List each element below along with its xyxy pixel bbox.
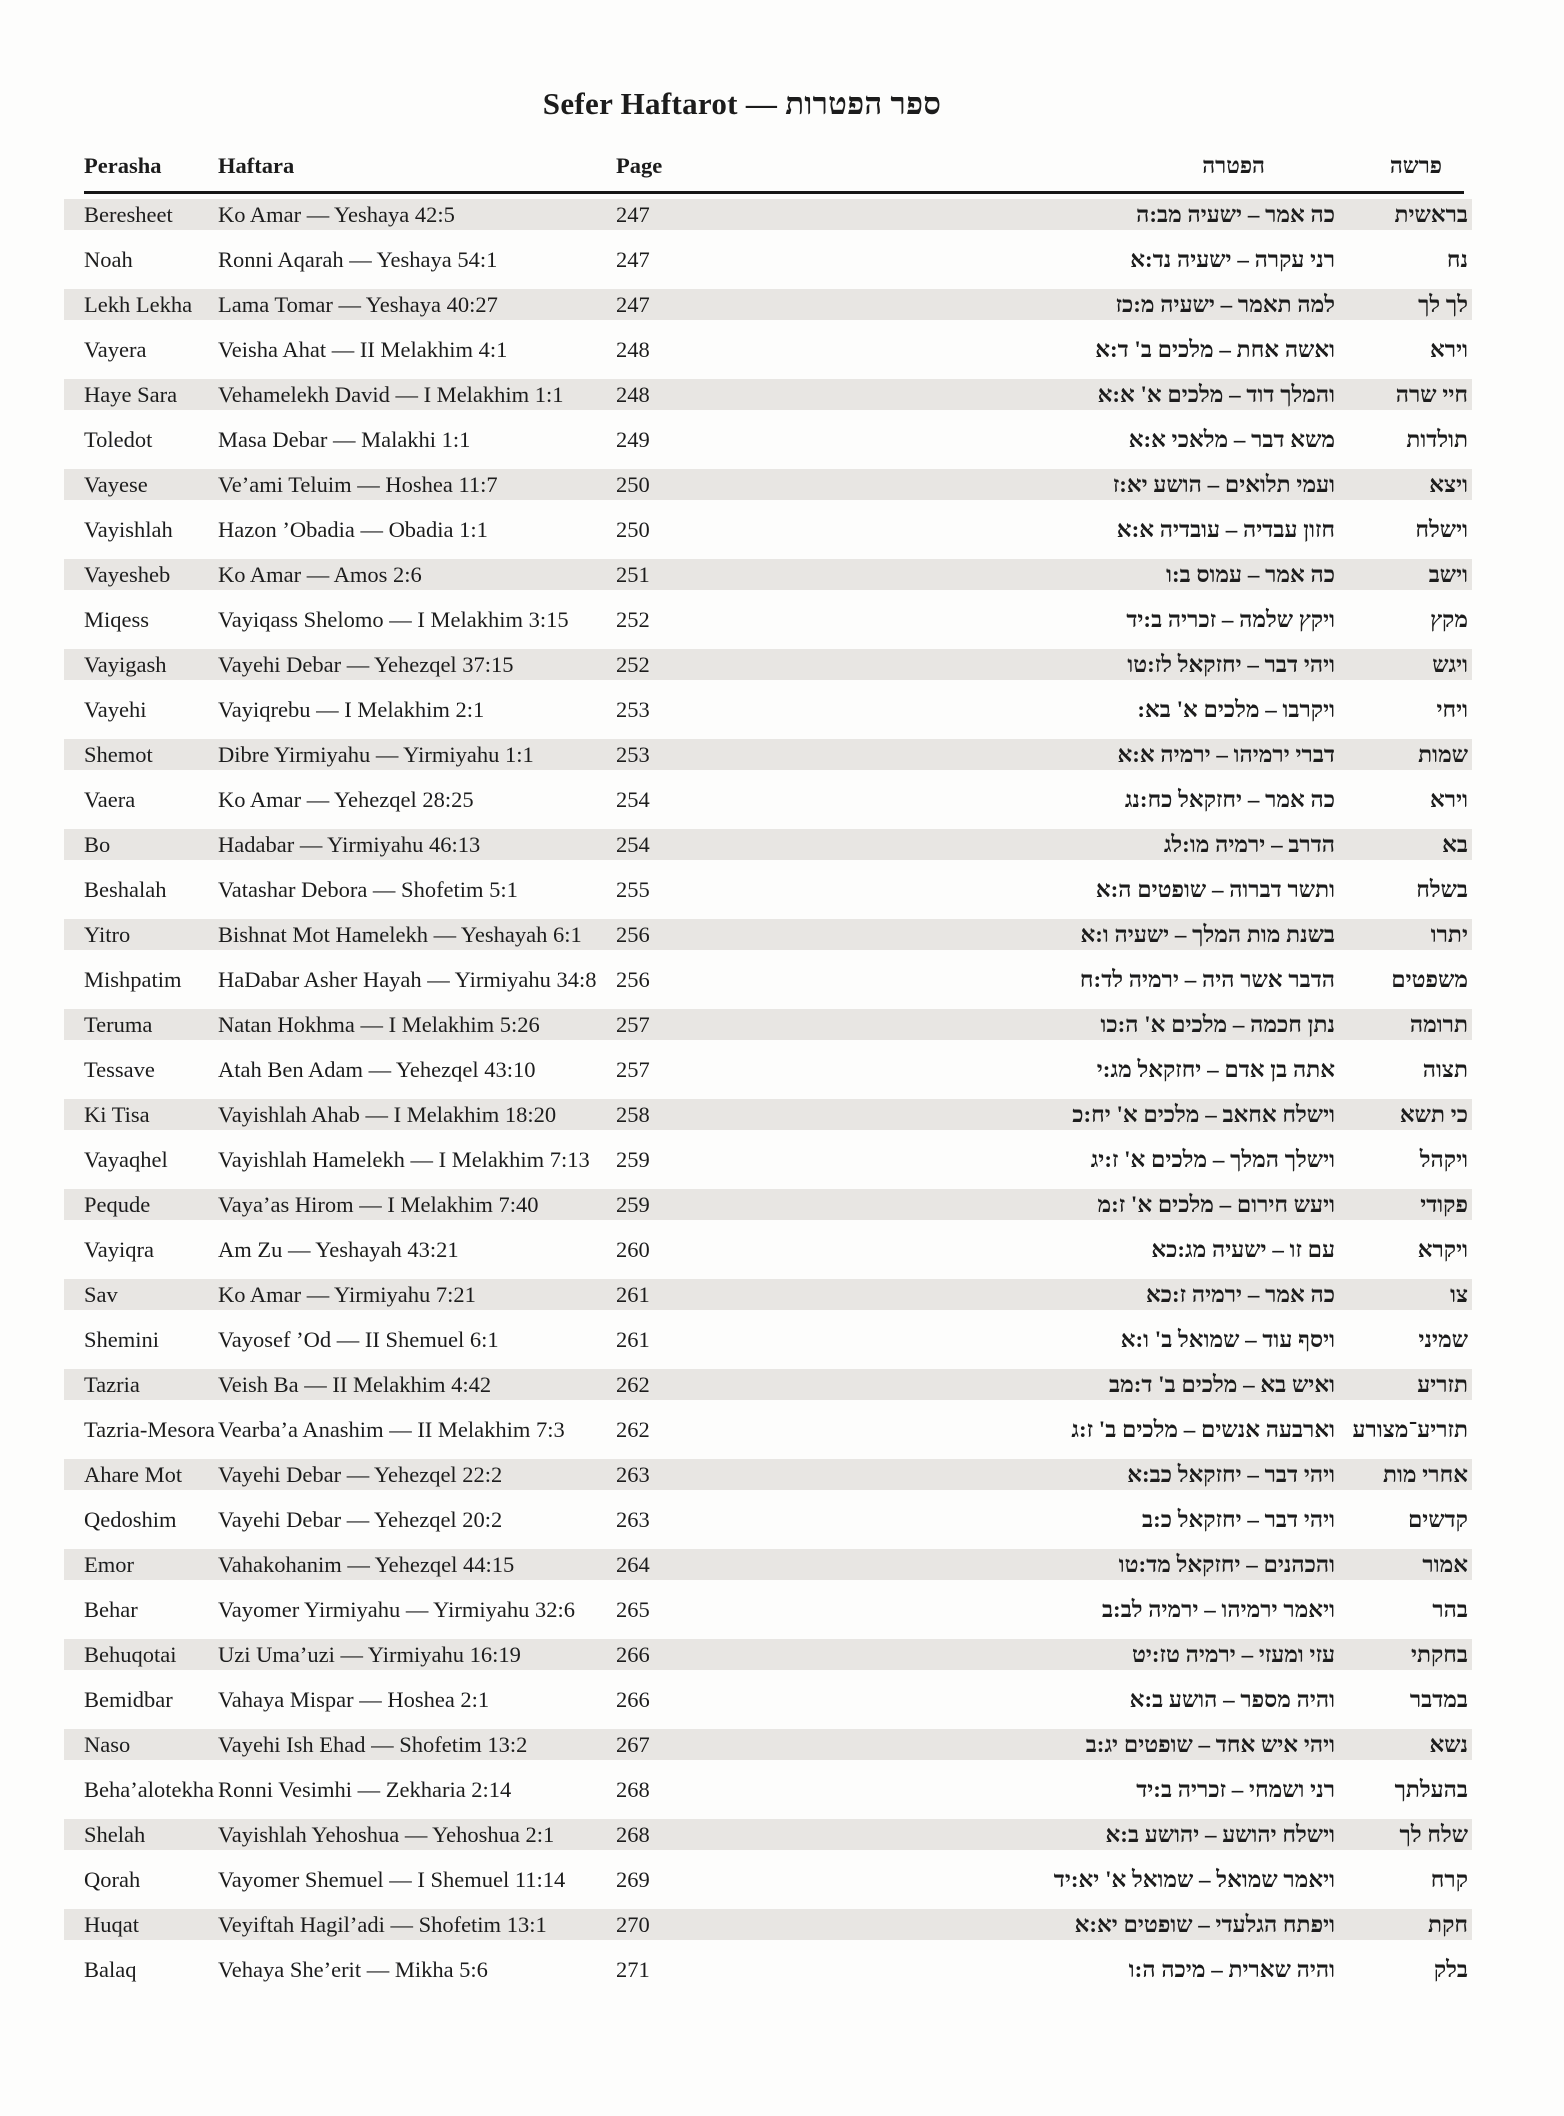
cell-page-number: 263 — [616, 1507, 650, 1532]
table-row — [64, 1414, 1472, 1445]
cell-haftara: Vayishlah Hamelekh — I Melakhim 7:13 — [218, 1147, 590, 1172]
cell-perasha: Ahare Mot — [84, 1462, 183, 1487]
cell-perasha-hebrew: כי תשא — [1399, 1102, 1468, 1127]
cell-perasha: Behuqotai — [84, 1642, 177, 1667]
cell-page-number: 259 — [616, 1147, 650, 1172]
cell-perasha: Vaera — [84, 787, 136, 812]
cell-haftara: Veisha Ahat — II Melakhim 4:1 — [218, 337, 508, 362]
cell-page-number: 255 — [616, 877, 650, 902]
cell-perasha-hebrew: בהר — [1432, 1597, 1468, 1622]
table-row — [64, 1549, 1472, 1580]
table-row — [64, 1954, 1472, 1985]
table-row — [64, 424, 1472, 455]
cell-perasha-hebrew: תרומה — [1409, 1012, 1468, 1037]
cell-haftara-hebrew: ויקרבו – מלכים א' בא: — [1137, 697, 1335, 722]
cell-haftara: Lama Tomar — Yeshaya 40:27 — [218, 292, 498, 317]
cell-page-number: 262 — [616, 1417, 650, 1442]
cell-haftara: Vayomer Yirmiyahu — Yirmiyahu 32:6 — [218, 1597, 576, 1622]
column-header-haftara: Haftara — [218, 153, 295, 178]
cell-haftara-hebrew: ואיש בא – מלכים ב' ד:מב — [1108, 1372, 1335, 1397]
cell-perasha-hebrew: שמות — [1418, 742, 1468, 767]
cell-haftara-hebrew: ויפתח הגלעדי – שופטים יא:א — [1074, 1912, 1335, 1937]
table-row — [64, 1144, 1472, 1175]
table-row — [64, 604, 1472, 635]
cell-haftara-hebrew: כה אמר – יחזקאל כח:נג — [1124, 787, 1335, 812]
cell-perasha: Mishpatim — [84, 967, 182, 992]
cell-perasha-hebrew: חיי שרה — [1395, 382, 1468, 407]
table-body — [64, 199, 1472, 1999]
cell-page-number: 258 — [616, 1102, 650, 1127]
cell-perasha: Tazria — [84, 1372, 140, 1397]
cell-perasha-hebrew: ויחי — [1436, 697, 1468, 722]
cell-perasha-hebrew: תצוה — [1422, 1057, 1468, 1082]
cell-perasha: Vayera — [84, 337, 147, 362]
cell-perasha-hebrew: ויקהל — [1419, 1147, 1468, 1172]
cell-page-number: 261 — [616, 1282, 650, 1307]
cell-haftara-hebrew: כה אמר – ישעיה מב:ה — [1136, 202, 1335, 227]
cell-haftara-hebrew: כה אמר – ירמיה ז:כא — [1146, 1282, 1335, 1307]
table-row — [64, 1234, 1472, 1265]
cell-perasha: Vayehi — [84, 697, 147, 722]
table-row — [64, 244, 1472, 275]
table-row — [64, 1864, 1472, 1895]
cell-haftara-hebrew: ואשה אחת – מלכים ב' ד:א — [1095, 337, 1335, 362]
cell-haftara-hebrew: דברי ירמיהו – ירמיה א:א — [1117, 742, 1335, 767]
cell-haftara: Atah Ben Adam — Yehezqel 43:10 — [218, 1057, 536, 1082]
column-header-haftara-hebrew: הפטרה — [1202, 153, 1265, 178]
cell-page-number: 250 — [616, 517, 650, 542]
table-row — [64, 1684, 1472, 1715]
cell-perasha-hebrew: תזריע־מצורע — [1352, 1417, 1468, 1442]
table-row — [64, 1729, 1472, 1760]
table-row — [64, 1099, 1472, 1130]
cell-haftara-hebrew: אתה בן אדם – יחזקאל מג:י — [1096, 1057, 1335, 1082]
cell-page-number: 256 — [616, 967, 650, 992]
cell-page-number: 252 — [616, 607, 650, 632]
cell-perasha: Naso — [84, 1732, 131, 1757]
table-row — [64, 1189, 1472, 1220]
cell-haftara-hebrew: עזי ומעזי – ירמיה טז:יט — [1131, 1642, 1335, 1667]
cell-haftara-hebrew: ועמי תלואים – הושע יא:ז — [1112, 472, 1335, 497]
table-row — [64, 559, 1472, 590]
column-header-perasha: Perasha — [84, 153, 162, 178]
cell-perasha: Tazria-Mesora — [84, 1417, 215, 1442]
cell-haftara: Bishnat Mot Hamelekh — Yeshayah 6:1 — [218, 922, 582, 947]
cell-haftara-hebrew: כה אמר – עמוס ב:ו — [1166, 562, 1335, 587]
cell-haftara-hebrew: הדרב – ירמיה מו:לג — [1163, 832, 1335, 857]
cell-page-number: 257 — [616, 1012, 650, 1037]
cell-perasha-hebrew: חקת — [1428, 1912, 1468, 1937]
cell-page-number: 249 — [616, 427, 650, 452]
cell-haftara: Am Zu — Yeshayah 43:21 — [218, 1237, 459, 1262]
table-row — [64, 1909, 1472, 1940]
cell-perasha: Behar — [84, 1597, 138, 1622]
cell-haftara: Ronni Vesimhi — Zekharia 2:14 — [218, 1777, 512, 1802]
cell-perasha: Yitro — [84, 922, 131, 947]
cell-haftara: Vayehi Debar — Yehezqel 37:15 — [218, 652, 514, 677]
cell-perasha-hebrew: בהעלתך — [1394, 1777, 1468, 1802]
cell-perasha: Tessave — [84, 1057, 155, 1082]
cell-haftara: Veish Ba — II Melakhim 4:42 — [218, 1372, 492, 1397]
cell-haftara-hebrew: ויעש חירום – מלכים א' ז:מ — [1097, 1192, 1335, 1217]
table-row — [64, 1054, 1472, 1085]
cell-page-number: 256 — [616, 922, 650, 947]
cell-haftara-hebrew: ויאמר ירמיהו – ירמיה לב:ב — [1101, 1597, 1335, 1622]
cell-haftara-hebrew: ויהי איש אחד – שופטים יג:ב — [1085, 1732, 1335, 1757]
cell-haftara-hebrew: רני ושמחי – זכריה ב:יד — [1136, 1777, 1335, 1802]
cell-haftara: Vayiqass Shelomo — I Melakhim 3:15 — [218, 607, 569, 632]
cell-perasha: Miqess — [84, 607, 150, 632]
cell-haftara-hebrew: ויהי דבר – יחזקאל כ:ב — [1142, 1507, 1335, 1532]
cell-page-number: 247 — [616, 292, 650, 317]
cell-page-number: 259 — [616, 1192, 650, 1217]
cell-perasha: Lekh Lekha — [84, 292, 193, 317]
cell-perasha: Vayiqra — [84, 1237, 154, 1262]
cell-page-number: 266 — [616, 1642, 650, 1667]
cell-page-number: 253 — [616, 697, 650, 722]
cell-perasha-hebrew: אחרי מות — [1382, 1462, 1468, 1487]
cell-perasha: Beresheet — [84, 202, 173, 227]
table-row — [64, 829, 1472, 860]
cell-haftara: Vahakohanim — Yehezqel 44:15 — [218, 1552, 515, 1577]
cell-haftara-hebrew: ויסף עוד – שמואל ב' ו:א — [1120, 1327, 1335, 1352]
cell-haftara-hebrew: למה תאמר – ישעיה מ:כז — [1115, 292, 1335, 317]
cell-perasha-hebrew: במדבר — [1409, 1687, 1468, 1712]
cell-perasha: Sav — [84, 1282, 118, 1307]
table-row — [64, 1009, 1472, 1040]
cell-haftara-hebrew: והיה שארית – מיכה ה:ו — [1128, 1957, 1335, 1982]
cell-perasha-hebrew: בראשית — [1394, 202, 1468, 227]
cell-page-number: 260 — [616, 1237, 650, 1262]
cell-page-number: 270 — [616, 1912, 650, 1937]
table-row — [64, 964, 1472, 995]
table-row — [64, 469, 1472, 500]
cell-page-number: 262 — [616, 1372, 650, 1397]
cell-page-number: 265 — [616, 1597, 650, 1622]
cell-perasha: Emor — [84, 1552, 134, 1577]
cell-perasha-hebrew: וירא — [1430, 787, 1468, 812]
cell-perasha-hebrew: וישלח — [1415, 517, 1468, 542]
cell-perasha-hebrew: בחקתי — [1410, 1642, 1468, 1667]
cell-page-number: 251 — [616, 562, 650, 587]
cell-perasha: Bemidbar — [84, 1687, 173, 1712]
cell-page-number: 247 — [616, 202, 650, 227]
cell-haftara-hebrew: וישלך המלך – מלכים א' ז:יג — [1090, 1147, 1335, 1172]
cell-page-number: 264 — [616, 1552, 650, 1577]
cell-haftara: Ko Amar — Yirmiyahu 7:21 — [218, 1282, 476, 1307]
cell-haftara-hebrew: חזון עבדיה – עובדיה א:א — [1116, 517, 1335, 542]
cell-haftara-hebrew: וישלח יהושע – יהושע ב:א — [1105, 1822, 1335, 1847]
cell-haftara: Dibre Yirmiyahu — Yirmiyahu 1:1 — [218, 742, 534, 767]
cell-haftara-hebrew: והיה מספר – הושע ב:א — [1129, 1687, 1335, 1712]
table-row — [64, 379, 1472, 410]
table-row — [64, 784, 1472, 815]
cell-perasha-hebrew: בשלח — [1416, 877, 1468, 902]
table-row — [64, 514, 1472, 545]
cell-haftara-hebrew: משא דבר – מלאכי א:א — [1128, 427, 1335, 452]
column-header-page: Page — [616, 153, 663, 178]
cell-haftara: Vayehi Debar — Yehezqel 20:2 — [218, 1507, 503, 1532]
cell-haftara: Hazon ’Obadia — Obadia 1:1 — [218, 517, 488, 542]
cell-haftara: Hadabar — Yirmiyahu 46:13 — [218, 832, 481, 857]
cell-page-number: 266 — [616, 1687, 650, 1712]
cell-haftara: Vayosef ’Od — II Shemuel 6:1 — [218, 1327, 499, 1352]
cell-haftara-hebrew: רני עקרה – ישעיה נד:א — [1130, 247, 1335, 272]
table-row — [64, 1639, 1472, 1670]
cell-perasha-hebrew: קרח — [1430, 1867, 1468, 1892]
table-row — [64, 1279, 1472, 1310]
cell-haftara-hebrew: הדבר אשר היה – ירמיה לד:ח — [1079, 967, 1335, 992]
cell-haftara: Vayishlah Yehoshua — Yehoshua 2:1 — [218, 1822, 555, 1847]
cell-haftara: Vayehi Debar — Yehezqel 22:2 — [218, 1462, 503, 1487]
page-title: Sefer Haftarot — ספר הפטרות — [542, 86, 942, 121]
table-row — [64, 289, 1472, 320]
cell-perasha: Vayaqhel — [84, 1147, 168, 1172]
cell-haftara-hebrew: והכהנים – יחזקאל מד:טו — [1118, 1552, 1335, 1577]
cell-perasha: Qedoshim — [84, 1507, 177, 1532]
cell-perasha: Haye Sara — [84, 382, 178, 407]
cell-haftara-hebrew: והמלך דוד – מלכים א' א:א — [1097, 382, 1335, 407]
cell-page-number: 248 — [616, 382, 650, 407]
cell-perasha-hebrew: שמיני — [1418, 1327, 1468, 1352]
cell-haftara: Ko Amar — Amos 2:6 — [218, 562, 422, 587]
table-row — [64, 1504, 1472, 1535]
cell-haftara-hebrew: ויקץ שלמה – זכריה ב:יד — [1126, 607, 1335, 632]
table-row — [64, 1774, 1472, 1805]
table-row — [64, 1324, 1472, 1355]
cell-haftara-hebrew: ותשר דברוה – שופטים ה:א — [1095, 877, 1335, 902]
table-row — [64, 1594, 1472, 1625]
cell-perasha-hebrew: שלח לך — [1399, 1822, 1468, 1847]
table-row — [64, 649, 1472, 680]
cell-perasha-hebrew: בלק — [1433, 1957, 1468, 1982]
cell-haftara: Vayiqrebu — I Melakhim 2:1 — [218, 697, 485, 722]
table-row — [64, 739, 1472, 770]
cell-perasha-hebrew: תזריע — [1417, 1372, 1468, 1397]
cell-perasha: Shemot — [84, 742, 153, 767]
cell-perasha: Teruma — [84, 1012, 153, 1037]
cell-haftara: Ronni Aqarah — Yeshaya 54:1 — [218, 247, 498, 272]
cell-haftara-hebrew: וארבעה אנשים – מלכים ב' ז:ג — [1071, 1417, 1335, 1442]
cell-perasha-hebrew: וישב — [1428, 562, 1468, 587]
cell-perasha-hebrew: משפטים — [1391, 967, 1468, 992]
cell-haftara: Ko Amar — Yehezqel 28:25 — [218, 787, 474, 812]
cell-haftara: Masa Debar — Malakhi 1:1 — [218, 427, 471, 452]
header-rule — [84, 191, 1464, 194]
cell-perasha-hebrew: בא — [1442, 832, 1468, 857]
cell-page-number: 252 — [616, 652, 650, 677]
cell-perasha: Beha’alotekha — [84, 1777, 214, 1802]
cell-perasha-hebrew: ויקרא — [1417, 1237, 1468, 1262]
cell-perasha-hebrew: ויגש — [1432, 652, 1468, 677]
table-header — [64, 153, 1492, 179]
cell-perasha: Huqat — [84, 1912, 139, 1937]
cell-page-number: 253 — [616, 742, 650, 767]
cell-perasha-hebrew: ויצא — [1429, 472, 1468, 497]
cell-haftara: Vayomer Shemuel — I Shemuel 11:14 — [218, 1867, 566, 1892]
cell-haftara: Vehamelekh David — I Melakhim 1:1 — [218, 382, 564, 407]
cell-page-number: 254 — [616, 787, 650, 812]
cell-perasha: Vayigash — [84, 652, 167, 677]
cell-perasha-hebrew: פקודי — [1420, 1192, 1468, 1217]
cell-haftara: Vayishlah Ahab — I Melakhim 18:20 — [218, 1102, 557, 1127]
cell-perasha-hebrew: קדשים — [1407, 1507, 1468, 1532]
cell-haftara: Ko Amar — Yeshaya 42:5 — [218, 202, 455, 227]
cell-perasha-hebrew: נח — [1446, 247, 1468, 272]
cell-haftara-hebrew: נתן חכמה – מלכים א' ה:כו — [1100, 1012, 1335, 1037]
table-row — [64, 1369, 1472, 1400]
cell-page-number: 248 — [616, 337, 650, 362]
cell-perasha: Pequde — [84, 1192, 151, 1217]
cell-page-number: 261 — [616, 1327, 650, 1352]
cell-haftara: Uzi Uma’uzi — Yirmiyahu 16:19 — [218, 1642, 521, 1667]
cell-perasha-hebrew: לך לך — [1418, 292, 1468, 317]
cell-perasha-hebrew: נשא — [1429, 1732, 1468, 1757]
cell-haftara: Vayehi Ish Ehad — Shofetim 13:2 — [218, 1732, 528, 1757]
cell-haftara-hebrew: וישלח אחאב – מלכים א' יח:כ — [1072, 1102, 1335, 1127]
cell-perasha: Vayese — [84, 472, 148, 497]
table-row — [64, 694, 1472, 725]
column-header-perasha-hebrew: פרשה — [1389, 153, 1442, 178]
table-row — [64, 199, 1472, 230]
table-row — [64, 1459, 1472, 1490]
cell-haftara: Vatashar Debora — Shofetim 5:1 — [218, 877, 518, 902]
cell-haftara: HaDabar Asher Hayah — Yirmiyahu 34:8 — [218, 967, 597, 992]
cell-perasha: Shelah — [84, 1822, 146, 1847]
cell-page-number: 257 — [616, 1057, 650, 1082]
cell-perasha-hebrew: מקץ — [1430, 607, 1468, 632]
cell-page-number: 254 — [616, 832, 650, 857]
cell-haftara: Vehaya She’erit — Mikha 5:6 — [218, 1957, 488, 1982]
cell-haftara-hebrew: עם זו – ישעיה מג:כא — [1151, 1237, 1335, 1262]
cell-haftara: Vaya’as Hirom — I Melakhim 7:40 — [218, 1192, 539, 1217]
cell-haftara: Vahaya Mispar — Hoshea 2:1 — [218, 1687, 490, 1712]
cell-page-number: 269 — [616, 1867, 650, 1892]
cell-perasha: Qorah — [84, 1867, 141, 1892]
cell-perasha-hebrew: וירא — [1430, 337, 1468, 362]
cell-page-number: 250 — [616, 472, 650, 497]
cell-haftara-hebrew: ויהי דבר – יחזקאל כב:א — [1127, 1462, 1335, 1487]
table-row — [64, 334, 1472, 365]
cell-perasha-hebrew: אמור — [1422, 1552, 1468, 1577]
cell-perasha: Shemini — [84, 1327, 160, 1352]
cell-perasha: Vayishlah — [84, 517, 173, 542]
cell-page-number: 247 — [616, 247, 650, 272]
cell-haftara-hebrew: ויאמר שמואל – שמואל א' יא:יד — [1053, 1867, 1335, 1892]
cell-page-number: 271 — [616, 1957, 650, 1982]
cell-page-number: 268 — [616, 1777, 650, 1802]
cell-perasha: Vayesheb — [84, 562, 171, 587]
cell-perasha: Toledot — [84, 427, 153, 452]
cell-perasha: Ki Tisa — [84, 1102, 150, 1127]
cell-haftara-hebrew: ויהי דבר – יחזקאל לז:טו — [1127, 652, 1335, 677]
cell-perasha: Noah — [84, 247, 133, 272]
cell-perasha-hebrew: צו — [1450, 1282, 1468, 1307]
cell-perasha-hebrew: תולדות — [1406, 427, 1468, 452]
cell-page-number: 267 — [616, 1732, 650, 1757]
cell-haftara: Veyiftah Hagil’adi — Shofetim 13:1 — [218, 1912, 547, 1937]
table-row — [64, 1819, 1472, 1850]
cell-haftara: Natan Hokhma — I Melakhim 5:26 — [218, 1012, 540, 1037]
cell-perasha: Balaq — [84, 1957, 137, 1982]
cell-haftara: Ve’ami Teluim — Hoshea 11:7 — [218, 472, 498, 497]
table-row — [64, 874, 1472, 905]
cell-page-number: 268 — [616, 1822, 650, 1847]
cell-haftara-hebrew: בשנת מות המלך – ישעיה ו:א — [1080, 922, 1335, 947]
cell-perasha: Bo — [84, 832, 111, 857]
cell-page-number: 263 — [616, 1462, 650, 1487]
cell-perasha: Beshalah — [84, 877, 167, 902]
cell-perasha-hebrew: יתרו — [1430, 922, 1468, 947]
cell-haftara: Vearba’a Anashim — II Melakhim 7:3 — [218, 1417, 565, 1442]
table-row — [64, 919, 1472, 950]
